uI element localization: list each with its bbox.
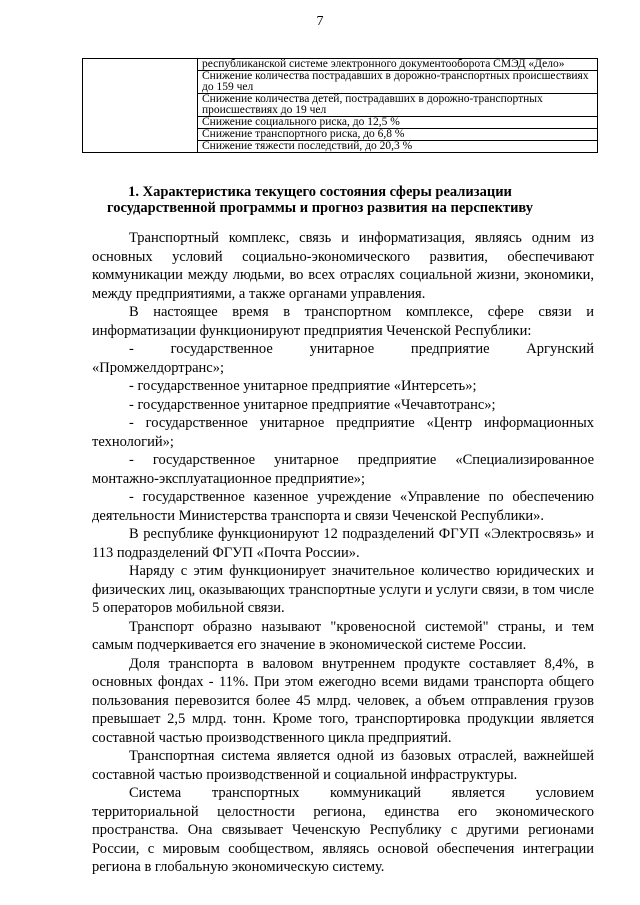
paragraph: Транспортная система является одной из базовых отраслей, важнейшей составной частью производственной и социальной инфраструктуры. <box>92 748 594 783</box>
table-cell: Снижение тяжести последствий, до 20,3 % <box>198 141 598 153</box>
table-cell: Снижение социального риска, до 12,5 % <box>198 117 598 129</box>
continuation-table <box>82 58 598 153</box>
paragraph: Транспортный комплекс, связь и информатизация, являясь одним из основных условий социально-экономического развития, обеспечивают коммуникации между людьми, во всех отраслях социальной жизни, экономики, между предприятиями, а также органами управления. <box>92 230 594 302</box>
heading-line: государственной программы и прогноз развития на перспективу <box>106 200 534 216</box>
table-cell: Снижение количества детей, пострадавших в дорожно-транспортных происшествиях до 19 чел <box>198 94 598 117</box>
table-row <box>83 59 598 71</box>
table-cell: республиканской системе электронного документооборота СМЭД «Дело» <box>198 59 598 71</box>
list-item: - государственное унитарное предприятие «Интерсеть»; <box>129 378 477 394</box>
table-cell: Снижение транспортного риска, до 6,8 % <box>198 129 598 141</box>
list-item: - государственное унитарное предприятие «Центр информационных технологий»; <box>92 415 594 450</box>
paragraph: Наряду с этим функционирует значительное количество юридических и физических лиц, оказывающих транспортные услуги и услуги связи, в том числе 5 операторов мобильной связи. <box>92 563 594 616</box>
paragraph: В настоящее время в транспортном комплексе, сфере связи и информатизации функционируют предприятия Чеченской Республики: <box>92 304 594 339</box>
section-heading <box>60 184 580 216</box>
list-item: - государственное казенное учреждение «Управление по обеспечению деятельности Министерства транспорта и связи Чеченской Республики». <box>92 489 594 524</box>
paragraph: Доля транспорта в валовом внутреннем продукте составляет 8,4%, в основных фондах - 11%. При этом ежегодно всеми видами транспорта общего пользования перевозится более 45 млрд. человек, а объем отправления грузов превышает 2,5 млрд. тонн. Кроме того, транспортировка продукции является составной частью производственного цикла предприятий. <box>92 655 594 746</box>
list-item: - государственное унитарное предприятие «Специализированное монтажно-эксплуатационное предприятие»; <box>92 452 594 487</box>
table-empty-cell <box>83 59 198 153</box>
list-item: - государственное унитарное предприятие Аргунский «Промжелдортранс»; <box>92 341 594 376</box>
table-cell: Снижение количества пострадавших в дорожно-транспортных происшествиях до 159 чел <box>198 71 598 94</box>
paragraph: В республике функционируют 12 подразделений ФГУП «Электросвязь» и 113 подразделений ФГУП «Почта России». <box>92 526 594 561</box>
paragraph: Система транспортных коммуникаций является условием территориальной целостности региона, единства его экономического пространства. Она связывает Чеченскую Республику с другими регионами России, с мировым сообществом, являясь основой обеспечения интеграции региона в глобальную экономическую систему. <box>92 785 594 875</box>
page-number: 7 <box>316 14 324 29</box>
paragraph: Транспорт образно называют "кровеносной системой" страны, и тем самым подчеркивается его значение в экономической системе России. <box>92 618 594 653</box>
heading-line: 1. Характеристика текущего состояния сферы реализации <box>128 184 512 200</box>
list-item: - государственное унитарное предприятие «Чечавтотранс»; <box>129 396 496 413</box>
body-text <box>92 229 594 877</box>
